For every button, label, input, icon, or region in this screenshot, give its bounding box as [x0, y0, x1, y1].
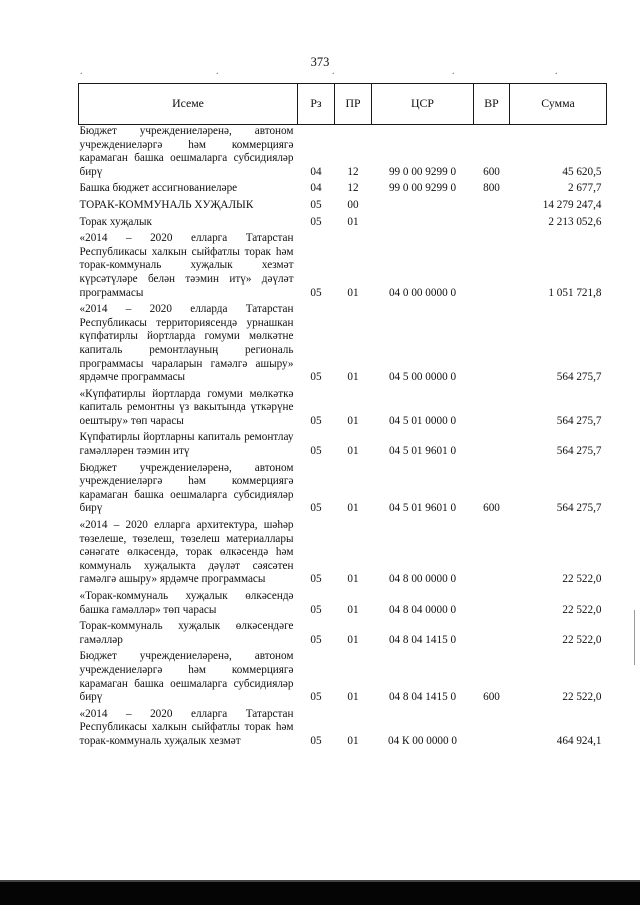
- table-row: [79, 300, 607, 385]
- cell-sum: 22 522,0: [562, 691, 602, 704]
- table-row: [79, 428, 607, 458]
- cell-vr: [474, 229, 510, 300]
- table-row: [79, 385, 607, 429]
- table-row: [79, 516, 607, 587]
- cell-rz: 05: [310, 198, 322, 211]
- cell-rz: 05: [310, 286, 322, 299]
- cell-rz: 05: [310, 573, 322, 586]
- cell-pr: 12: [347, 165, 359, 178]
- cell-pr: 01: [347, 371, 359, 384]
- cell-rz: 05: [310, 445, 322, 458]
- cell-vr: [474, 385, 510, 429]
- cell-name: «Күпфатирлы йортларда гомуми мөлкәткә капиталь ремонтны үз вакытында үткәрүне оештыру» төп чарасы: [79, 387, 294, 427]
- cell-sum: 45 620,5: [562, 165, 602, 178]
- cell-csr: 99 0 00 9299 0: [388, 165, 457, 178]
- cell-sum: 22 522,0: [562, 573, 602, 586]
- cell-pr: 01: [347, 633, 359, 646]
- cell-sum: 2 213 052,6: [548, 215, 602, 228]
- cell-pr: 01: [347, 502, 359, 515]
- cell-rz: 04: [310, 182, 322, 195]
- cell-csr: 04 5 01 9601 0: [388, 445, 457, 458]
- cell-vr: [474, 516, 510, 587]
- cell-vr: 600: [483, 502, 500, 515]
- cell-sum: 2 677,7: [567, 182, 602, 195]
- cell-pr: 01: [347, 603, 359, 616]
- cell-vr: [474, 300, 510, 385]
- cell-pr: 01: [347, 691, 359, 704]
- cell-vr: 600: [483, 691, 500, 704]
- table-row: [79, 196, 607, 213]
- cell-csr: 04 8 00 0000 0: [388, 573, 457, 586]
- cell-vr: [474, 587, 510, 617]
- header-pr: ПР: [335, 84, 372, 125]
- cell-pr: 01: [347, 734, 359, 747]
- cell-name: Бюджет учреждениеләренә, автоном учреждениеләргә һәм коммерциягә карамаган башка оешмаларга субсидияләр бирү: [79, 650, 294, 704]
- scan-speckles: . . . . .: [80, 66, 558, 77]
- cell-rz: 05: [310, 371, 322, 384]
- cell-pr: 01: [347, 286, 359, 299]
- cell-vr: [474, 617, 510, 647]
- header-vr: ВР: [474, 84, 510, 125]
- table-row: [79, 179, 607, 196]
- cell-name: «2014 – 2020 елларга Татарстан Республикасы халкын сыйфатлы торак һәм торак-коммуналь хуҗалык хезмәт: [79, 707, 294, 747]
- table-row: [79, 647, 607, 704]
- cell-sum: 464 924,1: [556, 734, 602, 747]
- header-name: Исеме: [79, 84, 298, 125]
- cell-sum: 564 275,7: [556, 502, 602, 515]
- table-row: [79, 617, 607, 647]
- cell-rz: 05: [310, 691, 322, 704]
- page-number: 373: [310, 55, 330, 69]
- cell-rz: 05: [310, 414, 322, 427]
- cell-name: Торак хуҗалык: [79, 215, 152, 228]
- header-csr: ЦСР: [372, 84, 474, 125]
- cell-rz: 04: [310, 165, 322, 178]
- cell-sum: 1 051 721,8: [548, 286, 602, 299]
- cell-vr: 800: [483, 182, 500, 195]
- header-rz: Рз: [298, 84, 335, 125]
- table-row: [79, 229, 607, 300]
- cell-vr: [474, 213, 510, 230]
- cell-csr: 04 5 00 0000 0: [388, 371, 457, 384]
- table-row: [79, 125, 607, 180]
- cell-pr: 12: [347, 182, 359, 195]
- cell-name: Бюджет учреждениеләренә, автоном учреждениеләргә һәм коммерциягә карамаган башка оешмаларга субсидияләр бирү: [79, 125, 294, 178]
- cell-rz: 05: [310, 603, 322, 616]
- cell-vr: 600: [483, 165, 500, 178]
- cell-name: Күпфатирлы йортларны капиталь ремонтлау гамәлләрен тәэмин итү: [79, 431, 294, 458]
- cell-name: ТОРАК-КОММУНАЛЬ ХУҖАЛЫК: [79, 198, 254, 211]
- cell-sum: 564 275,7: [556, 414, 602, 427]
- cell-sum: 22 522,0: [562, 633, 602, 646]
- cell-pr: 01: [347, 414, 359, 427]
- cell-name: «2014 – 2020 елларда Татарстан Республикасы территориясендә урнашкан күпфатирлы йортларда гомуми мөлкәтне капиталь ремонтлауның региональ программасы чараларын гамәлгә ашыру» ярдәмче программасы: [79, 303, 294, 384]
- cell-csr: 04 0 00 0000 0: [388, 286, 457, 299]
- cell-name: Торак-коммуналь хуҗалык өлкәсендәге гамәлләр: [79, 620, 294, 646]
- cell-sum: 14 279 247,4: [542, 198, 602, 211]
- cell-csr: [372, 213, 474, 230]
- cell-name: «Торак-коммуналь хуҗалык өлкәсендә башка гамәлләр» төп чарасы: [79, 590, 294, 616]
- cell-pr: 01: [347, 445, 359, 458]
- cell-name: «2014 – 2020 елларга архитектура, шәһәр төзелеше, төзелеш, төзелеш материаллары сәнәгате өлкәсендә, торак өлкәсендә һәм коммуналь хуҗалыкта дәүләт сәясәтен гамәлгә ашыру» ярдәмче программасы: [79, 519, 294, 586]
- cell-vr: [474, 705, 510, 749]
- cell-pr: 00: [347, 198, 359, 211]
- table-row: [79, 213, 607, 230]
- cell-csr: 04 8 04 0000 0: [388, 603, 457, 616]
- cell-csr: 04 5 01 0000 0: [388, 414, 457, 427]
- cell-rz: 05: [310, 633, 322, 646]
- cell-vr: [474, 428, 510, 458]
- cell-csr: 04 К 00 0000 0: [388, 734, 457, 747]
- cell-name: Башка бюджет ассигнованиеләре: [79, 182, 238, 195]
- cell-sum: 564 275,7: [556, 445, 602, 458]
- cell-csr: 04 8 04 1415 0: [388, 691, 457, 704]
- header-sum: Сумма: [510, 84, 607, 125]
- cell-rz: 05: [310, 502, 322, 515]
- scan-edge-line: [634, 610, 635, 665]
- cell-csr: 04 5 01 9601 0: [388, 502, 457, 515]
- cell-name: «2014 – 2020 елларга Татарстан Республикасы халкын сыйфатлы торак һәм торак-коммуналь хуҗалык хезмәт күрсәтүләре белән тәэмин итү» дәүләт программасы: [79, 232, 294, 299]
- cell-sum: 22 522,0: [562, 603, 602, 616]
- cell-rz: 05: [310, 215, 322, 228]
- table-row: [79, 459, 607, 516]
- cell-rz: 05: [310, 734, 322, 747]
- cell-name: Бюджет учреждениеләренә, автоном учреждениеләргә һәм коммерциягә карамаган башка оешмаларга субсидияләр бирү: [79, 461, 294, 515]
- table-header-row: [79, 84, 607, 125]
- cell-csr: 04 8 04 1415 0: [388, 633, 457, 646]
- cell-csr: 99 0 00 9299 0: [388, 182, 457, 195]
- cell-vr: [474, 196, 510, 213]
- cell-sum: 564 275,7: [556, 371, 602, 384]
- table-row: [79, 705, 607, 749]
- cell-pr: 01: [347, 215, 359, 228]
- cell-pr: 01: [347, 573, 359, 586]
- table-row: [79, 587, 607, 617]
- cell-csr: [372, 196, 474, 213]
- budget-table: [78, 83, 607, 749]
- scan-bottom-bar: [0, 880, 640, 905]
